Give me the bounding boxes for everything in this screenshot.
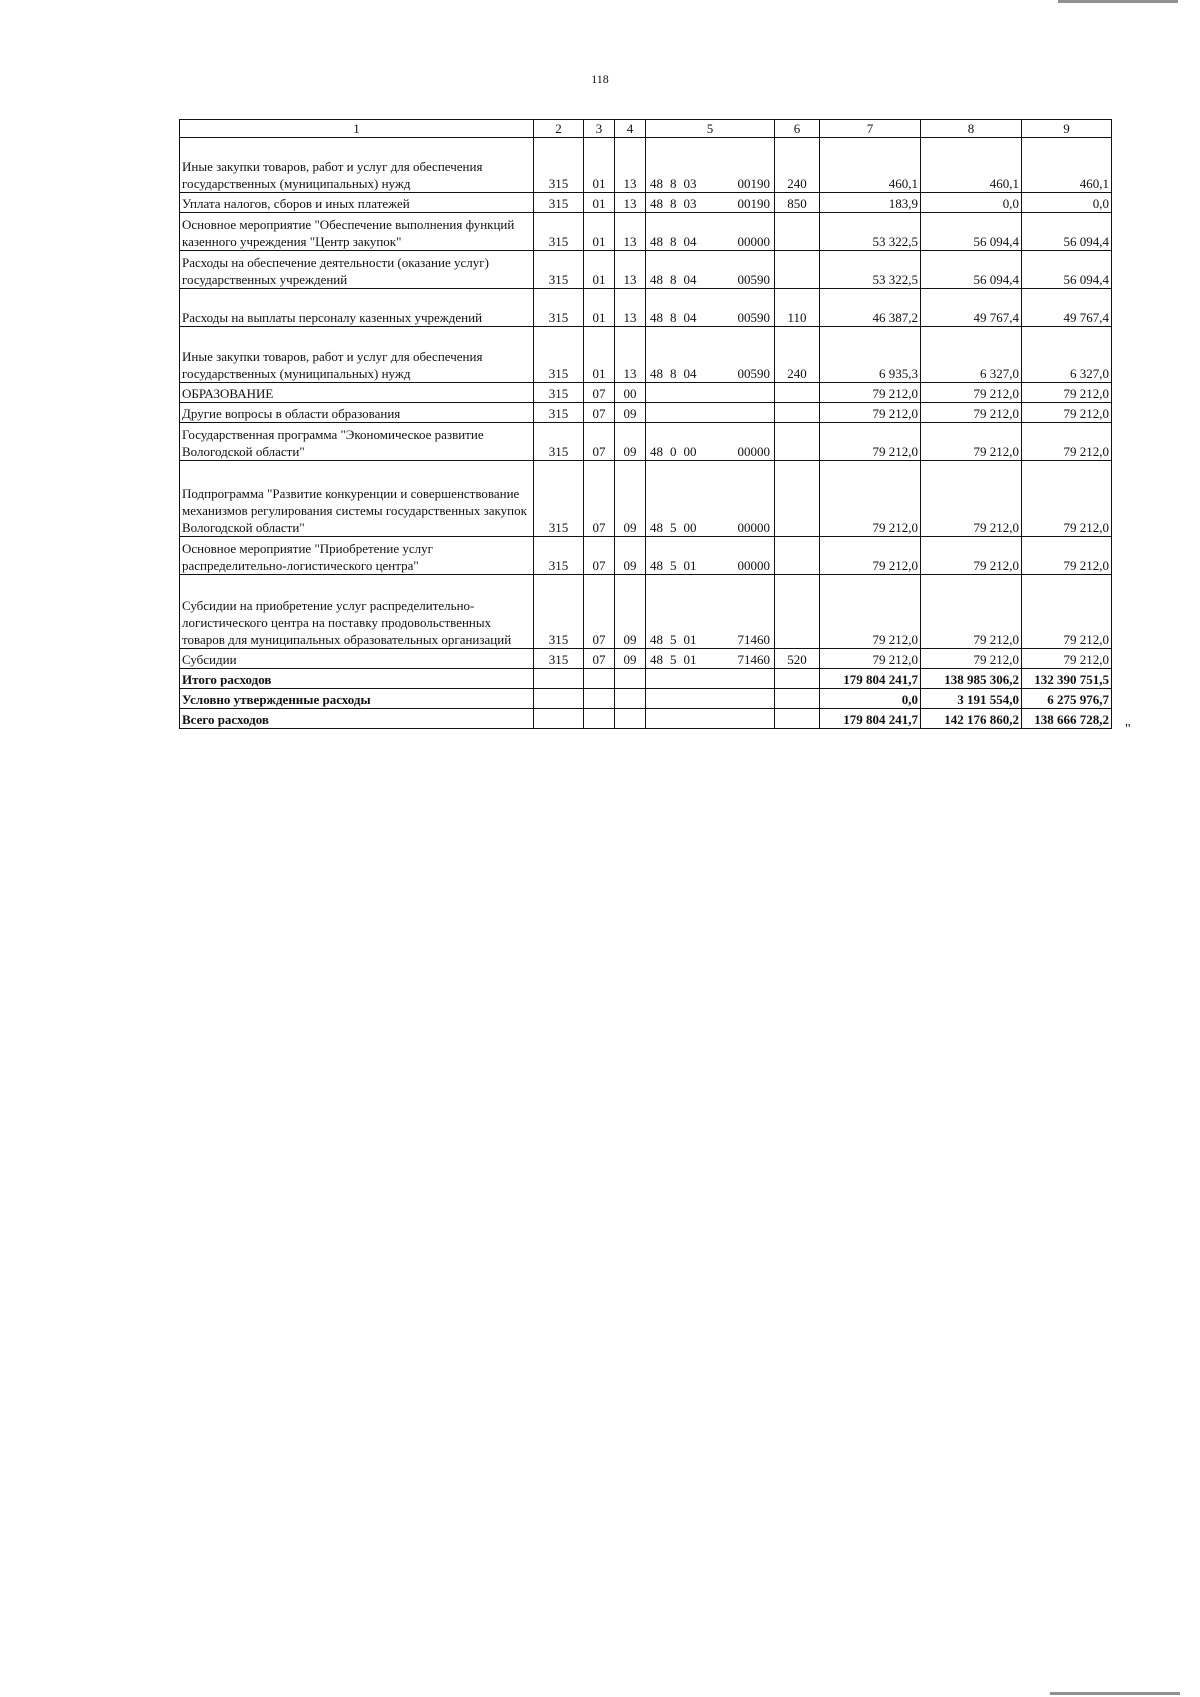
closing-quote: " xyxy=(1125,722,1131,737)
row-amount-year1: 6 935,3 xyxy=(820,327,921,383)
csr-part-2: 5 xyxy=(670,652,677,667)
row-name: Государственная программа "Экономическое развитие Вологодской области" xyxy=(180,423,534,461)
csr-direction-code: 00000 xyxy=(737,444,770,459)
row-name: Расходы на выплаты персоналу казенных учреждений xyxy=(180,289,534,327)
row-amount-year1: 79 212,0 xyxy=(820,423,921,461)
row-amount-year3: 0,0 xyxy=(1022,193,1112,213)
row-gr: 315 xyxy=(534,327,584,383)
row-rz: 07 xyxy=(584,423,615,461)
csr-part-2: 8 xyxy=(670,310,677,325)
row-amount-year1: 179 804 241,7 xyxy=(820,709,921,729)
header-col-9: 9 xyxy=(1022,120,1112,138)
row-pr: 09 xyxy=(615,649,646,669)
row-pr xyxy=(615,709,646,729)
row-rz: 01 xyxy=(584,138,615,193)
csr-part-3: 04 xyxy=(683,366,697,381)
row-amount-year1: 79 212,0 xyxy=(820,383,921,403)
row-gr: 315 xyxy=(534,289,584,327)
csr-part-1: 48 xyxy=(650,558,663,573)
row-amount-year3: 138 666 728,2 xyxy=(1022,709,1112,729)
row-pr: 09 xyxy=(615,537,646,575)
csr-part-2: 5 xyxy=(670,520,677,535)
row-amount-year3: 56 094,4 xyxy=(1022,251,1112,289)
table-row xyxy=(180,423,1112,461)
row-vr xyxy=(775,689,820,709)
row-name: Уплата налогов, сборов и иных платежей xyxy=(180,193,534,213)
row-name: Всего расходов xyxy=(180,709,534,729)
row-amount-year2: 6 327,0 xyxy=(921,327,1022,383)
row-rz: 01 xyxy=(584,289,615,327)
csr-program-code xyxy=(650,671,671,688)
row-vr xyxy=(775,423,820,461)
csr-part-3: 01 xyxy=(683,652,697,667)
row-name: Другие вопросы в области образования xyxy=(180,403,534,423)
row-gr: 315 xyxy=(534,423,584,461)
row-amount-year2: 56 094,4 xyxy=(921,213,1022,251)
csr-part-1: 48 xyxy=(650,196,663,211)
header-col-2: 2 xyxy=(534,120,584,138)
row-amount-year3: 79 212,0 xyxy=(1022,461,1112,537)
row-rz: 01 xyxy=(584,327,615,383)
csr-part-2: 8 xyxy=(670,366,677,381)
header-col-3: 3 xyxy=(584,120,615,138)
csr-part-2: 8 xyxy=(670,196,677,211)
csr-part-1: 48 xyxy=(650,272,663,287)
row-csr xyxy=(646,669,775,689)
row-csr xyxy=(646,403,775,423)
csr-program-code xyxy=(650,365,704,382)
row-rz: 01 xyxy=(584,251,615,289)
page-number: 118 xyxy=(591,72,609,86)
csr-part-1: 48 xyxy=(650,310,663,325)
row-gr: 315 xyxy=(534,251,584,289)
row-gr xyxy=(534,669,584,689)
row-name: Основное мероприятие "Приобретение услуг распределительно-логистического центра" xyxy=(180,537,534,575)
row-pr: 13 xyxy=(615,138,646,193)
csr-program-code xyxy=(650,443,704,460)
csr-program-code xyxy=(650,711,671,728)
row-amount-year1: 460,1 xyxy=(820,138,921,193)
row-csr xyxy=(646,289,775,327)
row-gr: 315 xyxy=(534,193,584,213)
row-vr xyxy=(775,251,820,289)
table-row xyxy=(180,383,1112,403)
row-pr: 09 xyxy=(615,575,646,649)
row-vr: 240 xyxy=(775,138,820,193)
csr-part-3: 04 xyxy=(683,272,697,287)
csr-direction-code: 00190 xyxy=(737,176,770,191)
csr-code xyxy=(650,365,770,382)
row-rz: 01 xyxy=(584,193,615,213)
row-amount-year3: 6 275 976,7 xyxy=(1022,689,1112,709)
csr-part-3: 01 xyxy=(683,632,697,647)
row-pr: 09 xyxy=(615,423,646,461)
row-amount-year2: 79 212,0 xyxy=(921,403,1022,423)
csr-part-3: 00 xyxy=(683,520,697,535)
row-csr xyxy=(646,423,775,461)
csr-part-1: 48 xyxy=(650,652,663,667)
row-amount-year1: 179 804 241,7 xyxy=(820,669,921,689)
row-gr: 315 xyxy=(534,537,584,575)
row-csr xyxy=(646,138,775,193)
row-amount-year3: 49 767,4 xyxy=(1022,289,1112,327)
csr-code xyxy=(650,691,770,708)
row-gr: 315 xyxy=(534,461,584,537)
row-amount-year2: 79 212,0 xyxy=(921,649,1022,669)
csr-program-code xyxy=(650,385,671,402)
row-vr xyxy=(775,537,820,575)
row-pr: 00 xyxy=(615,383,646,403)
row-amount-year2: 3 191 554,0 xyxy=(921,689,1022,709)
row-vr: 520 xyxy=(775,649,820,669)
row-gr: 315 xyxy=(534,383,584,403)
row-amount-year1: 79 212,0 xyxy=(820,403,921,423)
csr-direction-code: 00190 xyxy=(737,196,770,211)
row-name: Итого расходов xyxy=(180,669,534,689)
row-gr: 315 xyxy=(534,403,584,423)
csr-part-3: 03 xyxy=(683,176,697,191)
budget-table xyxy=(179,119,1112,729)
row-vr: 240 xyxy=(775,327,820,383)
row-csr xyxy=(646,193,775,213)
row-rz: 07 xyxy=(584,649,615,669)
row-amount-year2: 142 176 860,2 xyxy=(921,709,1022,729)
row-csr xyxy=(646,251,775,289)
row-vr xyxy=(775,669,820,689)
row-gr: 315 xyxy=(534,213,584,251)
csr-part-3: 03 xyxy=(683,196,697,211)
csr-direction-code: 71460 xyxy=(737,632,770,647)
row-amount-year2: 138 985 306,2 xyxy=(921,669,1022,689)
header-row xyxy=(180,120,1112,138)
row-vr xyxy=(775,575,820,649)
table-row xyxy=(180,138,1112,193)
row-amount-year1: 79 212,0 xyxy=(820,537,921,575)
csr-direction-code: 71460 xyxy=(737,652,770,667)
row-gr xyxy=(534,689,584,709)
row-rz xyxy=(584,709,615,729)
csr-program-code xyxy=(650,175,704,192)
table-row xyxy=(180,669,1112,689)
row-amount-year2: 49 767,4 xyxy=(921,289,1022,327)
csr-program-code xyxy=(650,557,704,574)
row-amount-year1: 53 322,5 xyxy=(820,213,921,251)
csr-code xyxy=(650,405,770,422)
csr-code xyxy=(650,671,770,688)
row-amount-year2: 79 212,0 xyxy=(921,575,1022,649)
row-gr: 315 xyxy=(534,138,584,193)
row-name: Расходы на обеспечение деятельности (оказание услуг) государственных учреждений xyxy=(180,251,534,289)
csr-part-1: 48 xyxy=(650,444,663,459)
csr-code xyxy=(650,309,770,326)
row-name: Иные закупки товаров, работ и услуг для обеспечения государственных (муниципальных) нужд xyxy=(180,327,534,383)
row-amount-year1: 53 322,5 xyxy=(820,251,921,289)
csr-part-1: 48 xyxy=(650,234,663,249)
row-gr: 315 xyxy=(534,575,584,649)
csr-part-3: 04 xyxy=(683,310,697,325)
row-name: Подпрограмма "Развитие конкуренции и совершенствование механизмов регулирования системы государственных закупок Вологодской области" xyxy=(180,461,534,537)
row-vr: 110 xyxy=(775,289,820,327)
table-row xyxy=(180,709,1112,729)
row-vr xyxy=(775,383,820,403)
row-amount-year3: 79 212,0 xyxy=(1022,537,1112,575)
csr-program-code xyxy=(650,309,704,326)
csr-direction-code: 00590 xyxy=(737,366,770,381)
row-pr: 13 xyxy=(615,327,646,383)
row-amount-year3: 460,1 xyxy=(1022,138,1112,193)
row-amount-year2: 0,0 xyxy=(921,193,1022,213)
row-pr xyxy=(615,669,646,689)
csr-code xyxy=(650,385,770,402)
row-pr: 09 xyxy=(615,403,646,423)
row-amount-year2: 79 212,0 xyxy=(921,383,1022,403)
row-rz: 01 xyxy=(584,213,615,251)
csr-code xyxy=(650,631,770,648)
row-vr xyxy=(775,461,820,537)
csr-program-code xyxy=(650,651,704,668)
row-csr xyxy=(646,327,775,383)
csr-program-code xyxy=(650,271,704,288)
table-row xyxy=(180,193,1112,213)
csr-code xyxy=(650,711,770,728)
csr-program-code xyxy=(650,691,671,708)
csr-part-2: 5 xyxy=(670,558,677,573)
row-rz: 07 xyxy=(584,403,615,423)
row-vr xyxy=(775,403,820,423)
csr-part-1: 48 xyxy=(650,520,663,535)
header-col-5: 5 xyxy=(646,120,775,138)
row-name: Основное мероприятие "Обеспечение выполнения функций казенного учреждения "Центр закупок" xyxy=(180,213,534,251)
csr-code xyxy=(650,519,770,536)
table-row xyxy=(180,649,1112,669)
csr-part-1: 48 xyxy=(650,176,663,191)
row-amount-year3: 79 212,0 xyxy=(1022,649,1112,669)
row-csr xyxy=(646,575,775,649)
csr-part-3: 01 xyxy=(683,558,697,573)
header-col-4: 4 xyxy=(615,120,646,138)
row-vr: 850 xyxy=(775,193,820,213)
row-amount-year1: 46 387,2 xyxy=(820,289,921,327)
csr-code xyxy=(650,271,770,288)
header-col-1: 1 xyxy=(180,120,534,138)
row-rz xyxy=(584,669,615,689)
table-body xyxy=(180,138,1112,729)
row-amount-year1: 79 212,0 xyxy=(820,461,921,537)
csr-program-code xyxy=(650,233,704,250)
header-col-8: 8 xyxy=(921,120,1022,138)
row-rz xyxy=(584,689,615,709)
csr-code xyxy=(650,557,770,574)
table-row xyxy=(180,575,1112,649)
row-amount-year2: 79 212,0 xyxy=(921,461,1022,537)
csr-code xyxy=(650,175,770,192)
row-gr xyxy=(534,709,584,729)
row-pr xyxy=(615,689,646,709)
row-pr: 13 xyxy=(615,213,646,251)
csr-program-code xyxy=(650,195,704,212)
table-row xyxy=(180,251,1112,289)
row-amount-year1: 0,0 xyxy=(820,689,921,709)
header-col-6: 6 xyxy=(775,120,820,138)
row-pr: 13 xyxy=(615,193,646,213)
scan-mark-bottom xyxy=(1050,1692,1180,1695)
row-amount-year3: 79 212,0 xyxy=(1022,575,1112,649)
csr-program-code xyxy=(650,631,704,648)
row-csr xyxy=(646,383,775,403)
row-amount-year3: 132 390 751,5 xyxy=(1022,669,1112,689)
row-csr xyxy=(646,461,775,537)
row-rz: 07 xyxy=(584,537,615,575)
csr-code xyxy=(650,651,770,668)
csr-direction-code: 00000 xyxy=(737,234,770,249)
csr-part-3: 00 xyxy=(683,444,697,459)
table-row xyxy=(180,689,1112,709)
row-pr: 09 xyxy=(615,461,646,537)
csr-part-2: 8 xyxy=(670,176,677,191)
row-name: Иные закупки товаров, работ и услуг для обеспечения государственных (муниципальных) нужд xyxy=(180,138,534,193)
csr-part-2: 5 xyxy=(670,632,677,647)
row-amount-year3: 6 327,0 xyxy=(1022,327,1112,383)
row-gr: 315 xyxy=(534,649,584,669)
csr-part-2: 8 xyxy=(670,234,677,249)
header-col-7: 7 xyxy=(820,120,921,138)
row-amount-year3: 79 212,0 xyxy=(1022,423,1112,461)
csr-part-2: 0 xyxy=(670,444,677,459)
csr-part-2: 8 xyxy=(670,272,677,287)
csr-direction-code: 00000 xyxy=(737,520,770,535)
csr-part-1: 48 xyxy=(650,366,663,381)
csr-part-3: 04 xyxy=(683,234,697,249)
row-csr xyxy=(646,537,775,575)
row-name: Субсидии xyxy=(180,649,534,669)
csr-code xyxy=(650,195,770,212)
row-rz: 07 xyxy=(584,461,615,537)
row-amount-year3: 79 212,0 xyxy=(1022,403,1112,423)
row-amount-year1: 183,9 xyxy=(820,193,921,213)
table-row xyxy=(180,537,1112,575)
row-name: Условно утвержденные расходы xyxy=(180,689,534,709)
row-csr xyxy=(646,213,775,251)
row-vr xyxy=(775,213,820,251)
row-rz: 07 xyxy=(584,383,615,403)
row-name: Субсидии на приобретение услуг распределительно-логистического центра на поставку продовольственных товаров для муниципальных образовательных организаций xyxy=(180,575,534,649)
csr-program-code xyxy=(650,519,704,536)
scan-mark-top xyxy=(1058,0,1178,3)
table-row xyxy=(180,461,1112,537)
row-csr xyxy=(646,689,775,709)
csr-program-code xyxy=(650,405,671,422)
csr-part-1: 48 xyxy=(650,632,663,647)
row-pr: 13 xyxy=(615,251,646,289)
row-csr xyxy=(646,649,775,669)
table-row xyxy=(180,327,1112,383)
table-row xyxy=(180,289,1112,327)
csr-code xyxy=(650,443,770,460)
table-row xyxy=(180,403,1112,423)
row-amount-year2: 79 212,0 xyxy=(921,537,1022,575)
row-vr xyxy=(775,709,820,729)
csr-code xyxy=(650,233,770,250)
csr-direction-code: 00590 xyxy=(737,310,770,325)
row-amount-year2: 56 094,4 xyxy=(921,251,1022,289)
table-row xyxy=(180,213,1112,251)
row-rz: 07 xyxy=(584,575,615,649)
row-amount-year3: 56 094,4 xyxy=(1022,213,1112,251)
csr-direction-code: 00000 xyxy=(737,558,770,573)
row-amount-year3: 79 212,0 xyxy=(1022,383,1112,403)
csr-direction-code: 00590 xyxy=(737,272,770,287)
row-amount-year2: 460,1 xyxy=(921,138,1022,193)
row-name: ОБРАЗОВАНИЕ xyxy=(180,383,534,403)
row-pr: 13 xyxy=(615,289,646,327)
row-amount-year2: 79 212,0 xyxy=(921,423,1022,461)
row-amount-year1: 79 212,0 xyxy=(820,575,921,649)
row-amount-year1: 79 212,0 xyxy=(820,649,921,669)
row-csr xyxy=(646,709,775,729)
